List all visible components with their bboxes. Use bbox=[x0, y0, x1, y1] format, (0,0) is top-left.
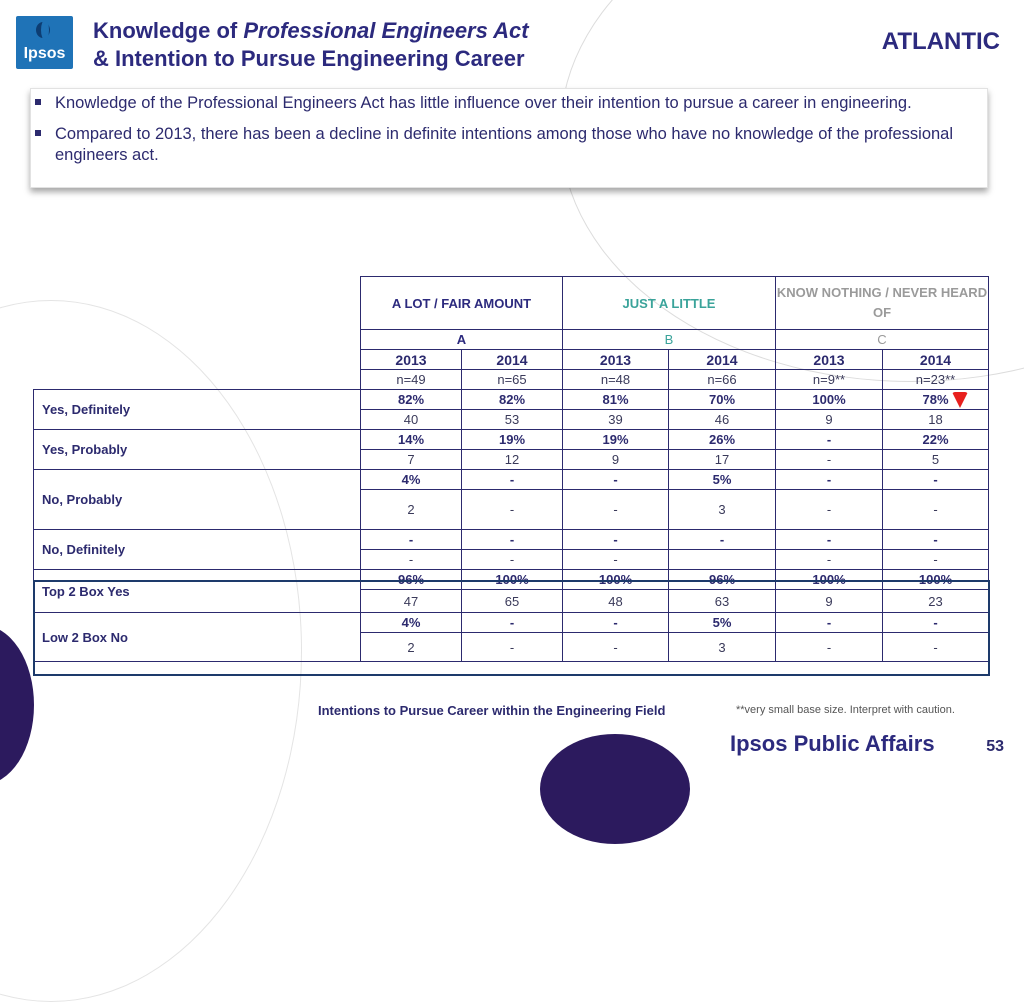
pct-cell: - bbox=[462, 470, 563, 490]
year-cell: 2013 bbox=[361, 350, 462, 370]
count-cell: 47 bbox=[361, 590, 462, 613]
pct-cell: - bbox=[776, 530, 883, 550]
count-cell: 53 bbox=[462, 410, 563, 430]
pct-cell: 100% bbox=[883, 570, 989, 590]
title-line1-italic: Professional Engineers Act bbox=[243, 18, 529, 43]
count-cell: 9 bbox=[563, 450, 669, 470]
count-cell: 5 bbox=[883, 450, 989, 470]
pct-cell: - bbox=[883, 613, 989, 633]
count-cell: 40 bbox=[361, 410, 462, 430]
count-cell: 39 bbox=[563, 410, 669, 430]
page-number: 53 bbox=[986, 738, 1004, 755]
year-row bbox=[34, 350, 989, 370]
pct-cell: 100% bbox=[462, 570, 563, 590]
count-cell: - bbox=[776, 450, 883, 470]
footnote: **very small base size. Interpret with caution. bbox=[736, 704, 955, 716]
pct-cell: - bbox=[776, 430, 883, 450]
count-cell: - bbox=[563, 490, 669, 530]
base-row bbox=[34, 370, 989, 390]
year-cell: 2014 bbox=[669, 350, 776, 370]
count-cell: 17 bbox=[669, 450, 776, 470]
bullet-square-icon bbox=[35, 130, 41, 136]
count-cell: 46 bbox=[669, 410, 776, 430]
table-row-pct bbox=[34, 613, 989, 633]
pct-cell: 26% bbox=[669, 430, 776, 450]
pct-cell: 100% bbox=[776, 390, 883, 410]
table-row-pct bbox=[34, 470, 989, 490]
pct-cell: - bbox=[776, 613, 883, 633]
base-cell: n=23** bbox=[883, 370, 989, 390]
pct-cell: - bbox=[563, 470, 669, 490]
count-cell: - bbox=[462, 633, 563, 662]
pct-cell: 100% bbox=[776, 570, 883, 590]
brand-footer: Ipsos Public Affairs bbox=[730, 731, 935, 756]
key-findings-box bbox=[30, 88, 988, 188]
table-row-pct bbox=[34, 430, 989, 450]
pct-cell: 96% bbox=[361, 570, 462, 590]
year-cell: 2013 bbox=[776, 350, 883, 370]
pct-cell: 70% bbox=[669, 390, 776, 410]
row-label-top-2-box-yes: Top 2 Box Yes bbox=[34, 570, 361, 613]
group-letter-c: C bbox=[776, 330, 989, 350]
count-cell: 63 bbox=[669, 590, 776, 613]
count-cell: 65 bbox=[462, 590, 563, 613]
pct-cell: - bbox=[776, 470, 883, 490]
pct-cell: 22% bbox=[883, 430, 989, 450]
pct-cell: 4% bbox=[361, 613, 462, 633]
count-cell: - bbox=[462, 550, 563, 570]
count-cell: 3 bbox=[669, 490, 776, 530]
count-cell: - bbox=[776, 490, 883, 530]
bullet-square-icon bbox=[35, 99, 41, 105]
pct-cell: 19% bbox=[462, 430, 563, 450]
count-cell: 7 bbox=[361, 450, 462, 470]
region-label: ATLANTIC bbox=[881, 28, 1000, 55]
pct-cell: 5% bbox=[669, 613, 776, 633]
count-cell: 9 bbox=[776, 590, 883, 613]
row-label-low-2-box-no: Low 2 Box No bbox=[34, 613, 361, 662]
table-row-pct bbox=[34, 530, 989, 550]
count-cell: 48 bbox=[563, 590, 669, 613]
count-cell: 23 bbox=[883, 590, 989, 613]
decline-arrow-icon bbox=[952, 392, 968, 408]
count-cell: - bbox=[361, 550, 462, 570]
pct-cell: 81% bbox=[563, 390, 669, 410]
bullet-item: Compared to 2013, there has been a decline in definite intentions among those who have no knowledge of the professional engineers act. bbox=[31, 124, 987, 166]
base-cell: n=49 bbox=[361, 370, 462, 390]
group-letter-row bbox=[34, 330, 989, 350]
group-letter-a: A bbox=[361, 330, 563, 350]
count-cell: 18 bbox=[883, 410, 989, 430]
ipsos-logo bbox=[16, 16, 73, 69]
group-header-b: JUST A LITTLE bbox=[563, 277, 776, 330]
count-cell: 2 bbox=[361, 633, 462, 662]
count-cell: 9 bbox=[776, 410, 883, 430]
row-label-yes-probably: Yes, Probably bbox=[34, 430, 361, 470]
results-table bbox=[33, 276, 989, 662]
count-cell: 3 bbox=[669, 633, 776, 662]
pct-cell: - bbox=[361, 530, 462, 550]
group-header-row bbox=[34, 277, 989, 330]
pct-cell: - bbox=[563, 613, 669, 633]
pct-cell: 5% bbox=[669, 470, 776, 490]
row-label-no-probably: No, Probably bbox=[34, 470, 361, 530]
pct-cell: 100% bbox=[563, 570, 669, 590]
year-cell: 2014 bbox=[883, 350, 989, 370]
group-header-c: KNOW NOTHING / NEVER HEARD OF bbox=[776, 277, 989, 330]
count-cell: - bbox=[883, 490, 989, 530]
pct-cell: - bbox=[883, 530, 989, 550]
pct-cell: - bbox=[462, 613, 563, 633]
title-line1: Knowledge of bbox=[93, 18, 244, 43]
count-cell: - bbox=[462, 490, 563, 530]
pct-cell: 78% bbox=[883, 390, 989, 410]
row-label-yes-definitely: Yes, Definitely bbox=[34, 390, 361, 430]
count-cell: 2 bbox=[361, 490, 462, 530]
pct-cell: 82% bbox=[361, 390, 462, 410]
count-cell: - bbox=[883, 633, 989, 662]
pct-cell: 96% bbox=[669, 570, 776, 590]
year-cell: 2013 bbox=[563, 350, 669, 370]
base-cell: n=66 bbox=[669, 370, 776, 390]
table-row-pct bbox=[34, 570, 989, 590]
decorative-circle-bottom bbox=[540, 734, 690, 844]
pct-cell: 19% bbox=[563, 430, 669, 450]
count-cell bbox=[669, 550, 776, 570]
base-cell: n=9** bbox=[776, 370, 883, 390]
count-cell: 12 bbox=[462, 450, 563, 470]
logo-text: Ipsos bbox=[23, 45, 66, 62]
pct-cell: - bbox=[883, 470, 989, 490]
group-header-a: A LOT / FAIR AMOUNT bbox=[361, 277, 563, 330]
table-row-pct bbox=[34, 390, 989, 410]
table-caption: Intentions to Pursue Career within the Engineering Field bbox=[318, 703, 666, 718]
row-label-no-definitely: No, Definitely bbox=[34, 530, 361, 570]
count-cell: - bbox=[563, 550, 669, 570]
count-cell: - bbox=[776, 550, 883, 570]
title-line2: & Intention to Pursue Engineering Career bbox=[93, 46, 525, 71]
base-cell: n=48 bbox=[563, 370, 669, 390]
base-cell: n=65 bbox=[462, 370, 563, 390]
count-cell: - bbox=[563, 633, 669, 662]
pct-cell: - bbox=[669, 530, 776, 550]
pct-cell: - bbox=[563, 530, 669, 550]
pct-cell: 4% bbox=[361, 470, 462, 490]
pct-cell: - bbox=[462, 530, 563, 550]
count-cell: - bbox=[776, 633, 883, 662]
pct-cell: 14% bbox=[361, 430, 462, 450]
slide-title bbox=[93, 17, 529, 73]
bullet-item: Knowledge of the Professional Engineers Act has little influence over their intention to pursue a career in engineering. bbox=[31, 93, 987, 114]
group-letter-b: B bbox=[563, 330, 776, 350]
count-cell: - bbox=[883, 550, 989, 570]
pct-cell: 82% bbox=[462, 390, 563, 410]
year-cell: 2014 bbox=[462, 350, 563, 370]
